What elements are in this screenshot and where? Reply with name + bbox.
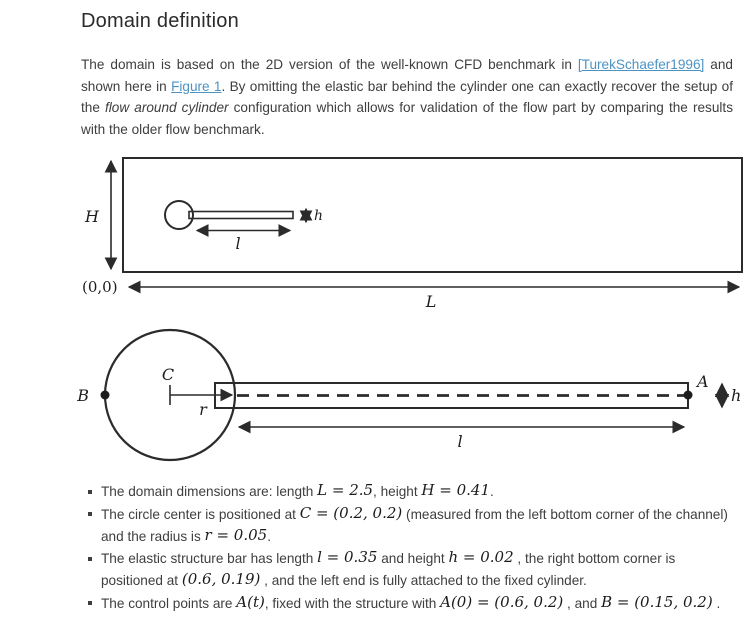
point-B-dot [101, 391, 110, 400]
bullet-square-icon [88, 512, 92, 516]
text-run: , and the left end is fully attached to the fixed cylinder. [260, 573, 587, 589]
label-r: r [199, 400, 207, 419]
text-run: configuration which allows for validation of the flow part by comparing the results with the older flow benchmark. [81, 100, 733, 137]
inline-math: l = 0.35 [317, 548, 378, 567]
text-run: . [712, 595, 721, 611]
list-item [88, 481, 741, 503]
inline-math: A(t) [236, 592, 265, 611]
text-run: The elastic structure bar has length [101, 551, 318, 567]
label-C: C [161, 365, 175, 384]
label-A: A [697, 372, 709, 391]
bar-shape [189, 212, 293, 219]
figure-cylinder-bar-diagram [0, 320, 753, 470]
inline-math: L = 2.5 [317, 481, 374, 499]
bullet-square-icon [88, 601, 92, 605]
label-h: h [731, 386, 742, 405]
list-item [88, 593, 741, 615]
text-run: and height [377, 551, 449, 567]
text-run: and shown here in [81, 57, 733, 94]
label-B: B [77, 386, 89, 405]
figure-1-link[interactable]: Figure 1 [171, 78, 222, 94]
text-run: , height [373, 484, 422, 499]
list-item [88, 504, 741, 548]
italic-text: flow around cylinder [105, 100, 229, 116]
text-run: , fixed with the structure with [264, 595, 441, 611]
page-title: Domain definition [81, 10, 239, 32]
text-run: . [267, 528, 271, 544]
figure-channel-diagram [0, 145, 753, 315]
point-A-dot [684, 391, 693, 400]
text-run: . [490, 484, 494, 499]
label-h: h [314, 208, 324, 224]
inline-math: B = (0.15, 0.2) [601, 592, 713, 611]
inline-math: r = 0.05 [204, 525, 268, 544]
list-item [88, 548, 741, 592]
inline-math: C = (0.2, 0.2) [299, 503, 403, 522]
text-run: , and [563, 595, 602, 611]
label-L: L [425, 292, 437, 311]
bullet-square-icon [88, 490, 92, 494]
inline-math: A(0) = (0.6, 0.2) [440, 592, 564, 611]
text-run: (measured from the left bottom corner of the channel) and the radius is [101, 506, 728, 544]
text-run: The control points are [101, 595, 237, 611]
inline-math: h = 0.02 [448, 548, 514, 567]
domain-parameters-list [88, 481, 741, 616]
label-H: H [85, 207, 99, 226]
text-run: , the right bottom corner is positioned at [101, 551, 676, 589]
text-run: The circle center is positioned at [101, 506, 300, 522]
text-run: . By omitting the elastic bar behind the cylinder one can exactly recover the setup of the [81, 78, 734, 116]
label-l: l [457, 432, 463, 451]
channel-outline [123, 158, 742, 272]
text-run: The domain is based on the 2D version of the well-known CFD benchmark in [81, 57, 578, 72]
inline-math: H = 0.41 [421, 481, 491, 499]
bullet-square-icon [88, 557, 92, 561]
text-run: The domain dimensions are: length [101, 484, 318, 499]
label-l: l [235, 234, 241, 253]
citation-link-turekschaefer1996[interactable]: [TurekSchaefer1996] [577, 57, 705, 72]
label-origin: (0,0) [82, 278, 118, 296]
inline-math: (0.6, 0.19) [181, 570, 261, 589]
intro-paragraph [81, 54, 733, 140]
